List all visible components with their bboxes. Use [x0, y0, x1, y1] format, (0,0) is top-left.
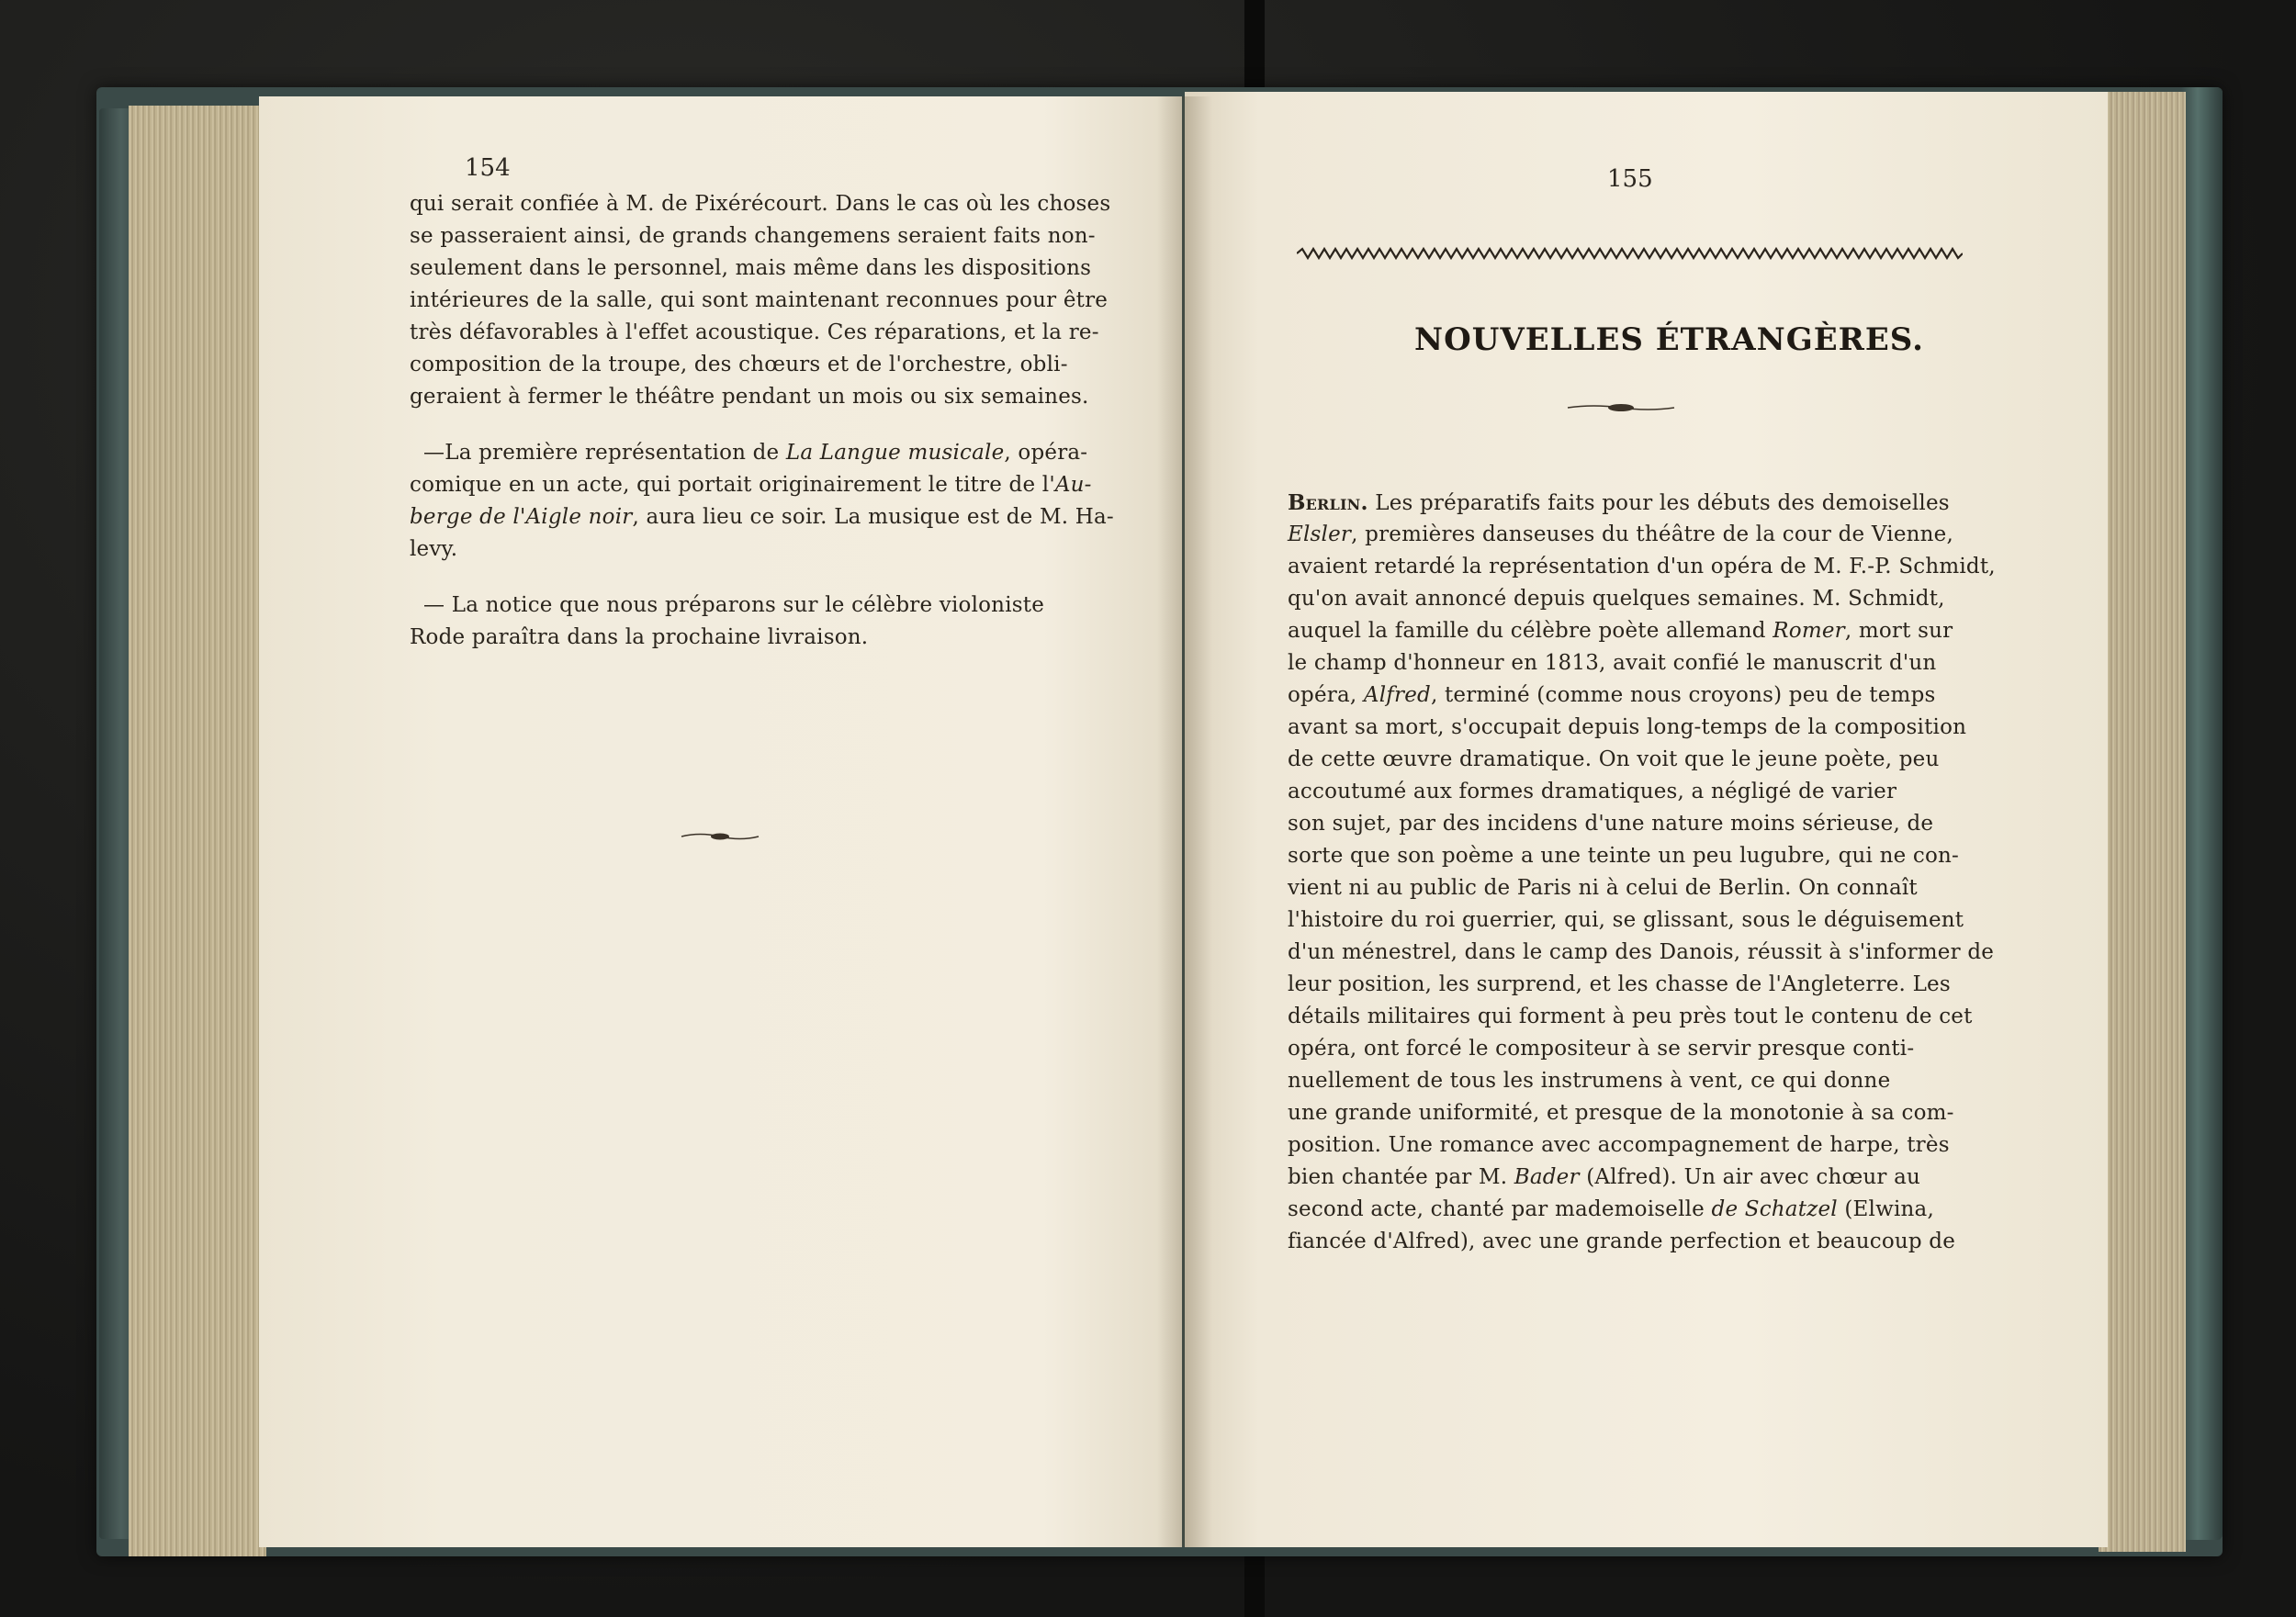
text-line: nuellement de tous les instrumens à vent, ce qui donne — [1288, 1069, 1891, 1093]
left-paragraph-3 — [410, 590, 1071, 654]
text-line: son sujet, par des incidens d'une nature moins sérieuse, de — [1288, 812, 1934, 836]
gutter-shadow — [1157, 96, 1212, 1547]
text-line: composition de la troupe, des chœurs et de l'orchestre, obli- — [410, 353, 1068, 376]
page-edges-right — [2099, 92, 2186, 1552]
right-page-number: 155 — [1607, 165, 1653, 193]
text-line: Rode paraîtra dans la prochaine livraison. — [410, 625, 869, 649]
heading-divider-ornament — [1566, 401, 1676, 414]
page-edges-left — [129, 106, 266, 1556]
text-line: geraient à fermer le théâtre pendant un mois ou six semaines. — [410, 385, 1089, 409]
text-line: vient ni au public de Paris ni à celui de Berlin. On connaît — [1288, 876, 1918, 900]
text-line: levy. — [410, 537, 458, 561]
text-line: second acte, chanté par mademoiselle de Schatzel (Elwina, — [1288, 1197, 1934, 1221]
text-line: détails militaires qui forment à peu près tout le contenu de cet — [1288, 1005, 1973, 1028]
text-line: Elsler, premières danseuses du théâtre de la cour de Vienne, — [1288, 522, 1954, 546]
text-line: le champ d'honneur en 1813, avait confié le manuscrit d'un — [1288, 651, 1937, 675]
text-line: auquel la famille du célèbre poète allemand Romer, mort sur — [1288, 619, 1953, 643]
text-line: une grande uniformité, et presque de la monotonie à sa com- — [1288, 1101, 1954, 1125]
text-line: qu'on avait annoncé depuis quelques semaines. M. Schmidt, — [1288, 587, 1945, 611]
text-line: comique en un acte, qui portait originairement le titre de l'Au- — [410, 473, 1092, 497]
left-page-text — [410, 188, 1114, 654]
text-line: l'histoire du roi guerrier, qui, se glissant, sous le déguisement — [1288, 908, 1964, 932]
text-line: avaient retardé la représentation d'un opéra de M. F.-P. Schmidt, — [1288, 555, 1996, 578]
text-line: opéra, ont forcé le compositeur à se servir presque conti- — [1288, 1037, 1915, 1061]
left-paragraph-2 — [410, 437, 1114, 566]
section-heading: NOUVELLES ÉTRANGÈRES. — [1414, 321, 1924, 358]
text-line: sorte que son poème a une teinte un peu lugubre, qui ne con- — [1288, 844, 1960, 868]
text-line: d'un ménestrel, dans le camp des Danois, réussit à s'informer de — [1288, 940, 1995, 964]
section-divider-ornament — [680, 830, 760, 843]
text-line: position. Une romance avec accompagnement de harpe, très — [1288, 1133, 1950, 1157]
text-line: de cette œuvre dramatique. On voit que le jeune poète, peu — [1288, 747, 1940, 771]
book-cover-right — [2181, 87, 2223, 1540]
text-line: accoutumé aux formes dramatiques, a négligé de varier — [1288, 780, 1897, 803]
text-line: bien chantée par M. Bader (Alfred). Un air avec chœur au — [1288, 1165, 1921, 1189]
text-line: intérieures de la salle, qui sont maintenant reconnues pour être — [410, 288, 1109, 312]
text-line: avant sa mort, s'occupait depuis long-temps de la composition — [1288, 715, 1967, 739]
text-line: se passeraient ainsi, de grands changemens seraient faits non- — [410, 224, 1096, 248]
left-paragraph-1 — [410, 188, 1111, 413]
lead-word: Berlin. — [1288, 490, 1368, 515]
text-line: opéra, Alfred, terminé (comme nous croyons) peu de temps — [1288, 683, 1936, 707]
right-page-text — [1288, 487, 1996, 1258]
text-line: qui serait confiée à M. de Pixérécourt. Dans le cas où les choses — [410, 192, 1111, 216]
text-line: Berlin. Les préparatifs faits pour les débuts des demoiselles — [1288, 490, 1950, 515]
text-line: seulement dans le personnel, mais même dans les dispositions — [410, 256, 1092, 280]
text-line: très défavorables à l'effet acoustique. Ces réparations, et la re- — [410, 320, 1099, 344]
left-page-number: 154 — [465, 154, 511, 182]
zigzag-rule-ornament — [1297, 246, 1963, 261]
text-line: — La notice que nous préparons sur le célèbre violoniste — [423, 593, 1045, 617]
text-line: —La première représentation de La Langue musicale, opéra- — [423, 441, 1088, 465]
text-line: fiancée d'Alfred), avec une grande perfection et beaucoup de — [1288, 1230, 1956, 1253]
text-line: berge de l'Aigle noir, aura lieu ce soir. La musique est de M. Ha- — [410, 505, 1114, 529]
text-line: leur position, les surprend, et les chasse de l'Angleterre. Les — [1288, 972, 1951, 996]
